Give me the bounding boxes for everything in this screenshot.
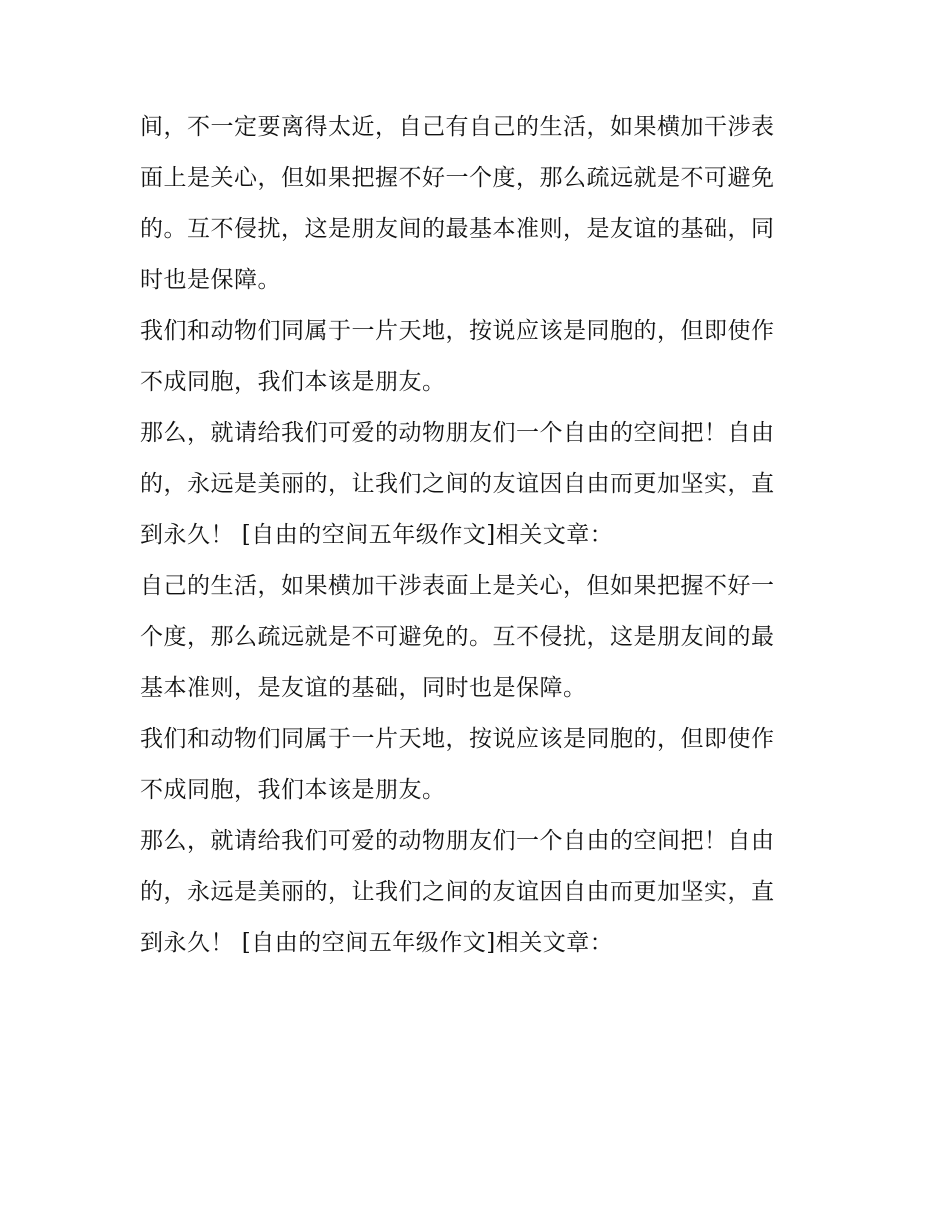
document-body (140, 102, 815, 969)
paragraph (140, 561, 815, 714)
text-line: 间，不一定要离得太近，自己有自己的生活，如果横加干涉表 (140, 114, 775, 140)
text-line: 那么，就请给我们可爱的动物朋友们一个自由的空间把！自由 (140, 420, 775, 446)
text-line: 那么，就请给我们可爱的动物朋友们一个自由的空间把！自由 (140, 828, 775, 854)
text-line: 自己的生活，如果横加干涉表面上是关心，但如果把握不好一 (140, 573, 775, 599)
text-line: 到永久！ [自由的空间五年级作文]相关文章： (140, 930, 614, 956)
text-line: 的，永远是美丽的，让我们之间的友谊因自由而更加坚实，直 (140, 879, 775, 905)
paragraph (140, 714, 815, 816)
text-line: 面上是关心，但如果把握不好一个度，那么疏远就是不可避免 (140, 165, 775, 191)
paragraph (140, 306, 815, 408)
text-line: 我们和动物们同属于一片天地，按说应该是同胞的，但即使作 (140, 726, 775, 752)
paragraph (140, 816, 815, 969)
paragraph (140, 102, 815, 306)
text-line: 到永久！ [自由的空间五年级作文]相关文章： (140, 522, 614, 548)
text-line: 个度，那么疏远就是不可避免的。互不侵扰，这是朋友间的最 (140, 624, 775, 650)
text-line: 的，永远是美丽的，让我们之间的友谊因自由而更加坚实，直 (140, 471, 775, 497)
text-line: 我们和动物们同属于一片天地，按说应该是同胞的，但即使作 (140, 318, 775, 344)
text-line: 的。互不侵扰，这是朋友间的最基本准则，是友谊的基础，同 (140, 216, 775, 242)
paragraph (140, 408, 815, 561)
text-line: 不成同胞，我们本该是朋友。 (140, 777, 446, 803)
text-line: 时也是保障。 (140, 267, 281, 293)
text-line: 基本准则，是友谊的基础，同时也是保障。 (140, 675, 587, 701)
text-line: 不成同胞，我们本该是朋友。 (140, 369, 446, 395)
